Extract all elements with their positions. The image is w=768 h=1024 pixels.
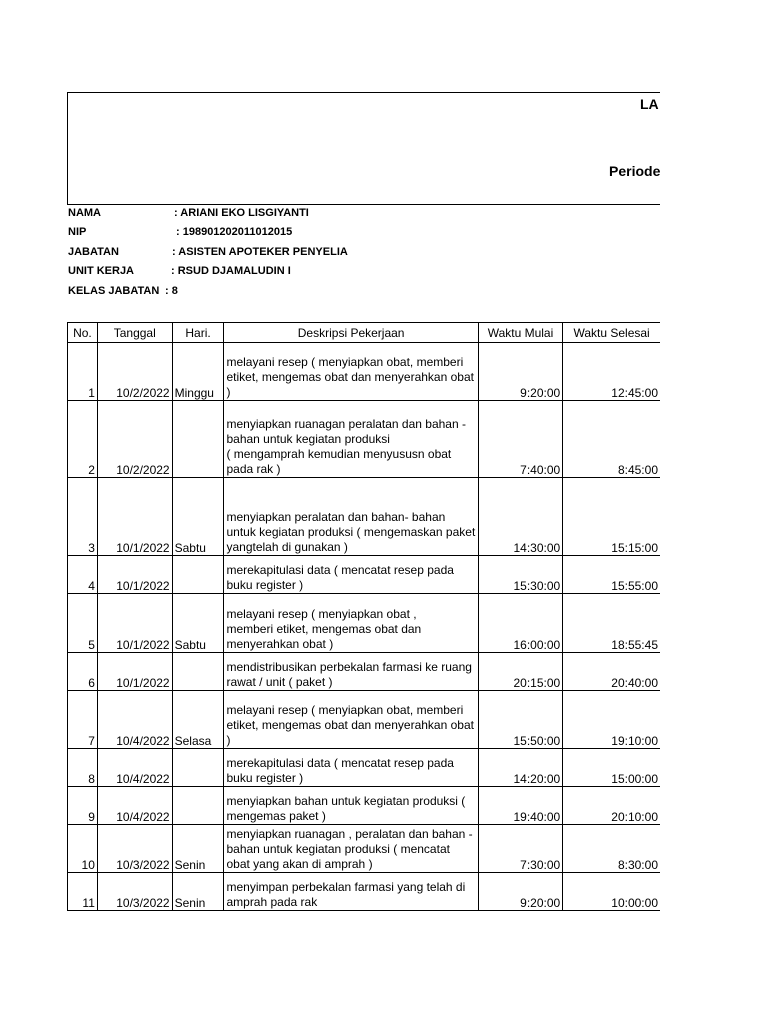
table-row: [68, 478, 661, 556]
cell-waktu-mulai: 14:30:00: [478, 478, 562, 556]
cell-deskripsi: menyiapkan ruanagan , peralatan dan bahan - bahan untuk kegiatan produksi ( mencatat obat yang akan di amprah ): [224, 825, 478, 873]
cell-waktu-mulai: 9:20:00: [478, 343, 562, 401]
cell-tanggal: 10/4/2022: [97, 749, 172, 787]
table-row: [68, 594, 661, 653]
report-period: Periode: [609, 163, 660, 179]
cell-tanggal: 10/1/2022: [97, 556, 172, 594]
col-header-hari: Hari.: [172, 323, 224, 343]
info-value: : ASISTEN APOTEKER PENYELIA: [172, 246, 348, 258]
cell-no: 7: [68, 691, 98, 749]
table-row: [68, 556, 661, 594]
cell-waktu-mulai: 15:50:00: [478, 691, 562, 749]
cell-hari: Senin: [172, 825, 224, 873]
cell-hari: [172, 556, 224, 594]
cell-no: 8: [68, 749, 98, 787]
cell-no: 9: [68, 787, 98, 825]
cell-hari: Sabtu: [172, 594, 224, 653]
cell-waktu-mulai: 15:30:00: [478, 556, 562, 594]
cell-tanggal: 10/3/2022: [97, 873, 172, 911]
cell-waktu-selesai: 8:45:00: [563, 401, 660, 478]
cell-waktu-selesai: 15:00:00: [563, 749, 660, 787]
cell-hari: Sabtu: [172, 478, 224, 556]
cell-waktu-mulai: 14:20:00: [478, 749, 562, 787]
cell-waktu-mulai: 16:00:00: [478, 594, 562, 653]
cell-deskripsi: melayani resep ( menyiapkan obat , memberi etiket, mengemas obat dan menyerahkan obat ): [224, 594, 478, 653]
cell-no: 10: [68, 825, 98, 873]
table-row: [68, 343, 661, 401]
cell-deskripsi: menyiapkan bahan untuk kegiatan produksi ( mengemas paket ): [224, 787, 478, 825]
col-header-tanggal: Tanggal: [97, 323, 172, 343]
cell-waktu-selesai: 20:40:00: [563, 653, 660, 691]
cell-deskripsi: menyiapkan peralatan dan bahan- bahan untuk kegiatan produksi ( mengemaskan paket yangtelah di gunakan ): [224, 478, 478, 556]
cell-tanggal: 10/4/2022: [97, 691, 172, 749]
cell-tanggal: 10/4/2022: [97, 787, 172, 825]
cell-waktu-selesai: 18:55:45: [563, 594, 660, 653]
col-header-waktu-mulai: Waktu Mulai: [478, 323, 562, 343]
table-row: [68, 787, 661, 825]
info-value: : RSUD DJAMALUDIN I: [171, 265, 291, 277]
cell-waktu-mulai: 7:30:00: [478, 825, 562, 873]
cell-waktu-mulai: 7:40:00: [478, 401, 562, 478]
col-header-deskripsi: Deskripsi Pekerjaan: [224, 323, 478, 343]
cell-deskripsi: merekapitulasi data ( mencatat resep pada buku register ): [224, 749, 478, 787]
cell-waktu-mulai: 9:20:00: [478, 873, 562, 911]
cell-no: 3: [68, 478, 98, 556]
info-label: KELAS JABATAN: [68, 285, 160, 297]
cell-hari: Selasa: [172, 691, 224, 749]
info-label: NAMA: [68, 207, 101, 219]
info-label: UNIT KERJA: [68, 265, 135, 277]
table-row: [68, 653, 661, 691]
cell-deskripsi: menyimpan perbekalan farmasi yang telah di amprah pada rak: [224, 873, 478, 911]
cell-waktu-mulai: 20:15:00: [478, 653, 562, 691]
col-header-no: No.: [68, 323, 98, 343]
cell-hari: [172, 787, 224, 825]
info-value: : 198901202011012015: [176, 226, 293, 238]
cell-waktu-selesai: 8:30:00: [563, 825, 660, 873]
table-row: [68, 873, 661, 911]
report-title: LA: [640, 96, 659, 112]
activity-table: [67, 322, 660, 911]
cell-waktu-selesai: 20:10:00: [563, 787, 660, 825]
title-frame: [67, 92, 660, 205]
cell-no: 4: [68, 556, 98, 594]
cell-no: 6: [68, 653, 98, 691]
table-row: [68, 749, 661, 787]
info-value: : ARIANI EKO LISGIYANTI: [174, 207, 309, 219]
cell-no: 2: [68, 401, 98, 478]
cell-tanggal: 10/1/2022: [97, 653, 172, 691]
cell-hari: Senin: [172, 873, 224, 911]
cell-deskripsi: melayani resep ( menyiapkan obat, memberi etiket, mengemas obat dan menyerahkan obat ): [224, 343, 478, 401]
cell-waktu-selesai: 10:00:00: [563, 873, 660, 911]
cell-hari: Minggu: [172, 343, 224, 401]
table-header-row: [68, 323, 661, 343]
col-header-waktu-selesai: Waktu Selesai: [563, 323, 660, 343]
cell-tanggal: 10/2/2022: [97, 401, 172, 478]
cell-waktu-mulai: 19:40:00: [478, 787, 562, 825]
cell-deskripsi: merekapitulasi data ( mencatat resep pada buku register ): [224, 556, 478, 594]
table-row: [68, 401, 661, 478]
info-label: JABATAN: [68, 246, 119, 258]
info-value: : 8: [165, 285, 178, 297]
cell-hari: [172, 401, 224, 478]
cell-deskripsi: melayani resep ( menyiapkan obat, memberi etiket, mengemas obat dan menyerahkan obat ): [224, 691, 478, 749]
cell-no: 1: [68, 343, 98, 401]
cell-waktu-selesai: 15:15:00: [563, 478, 660, 556]
cell-tanggal: 10/1/2022: [97, 478, 172, 556]
cell-deskripsi: mendistribusikan perbekalan farmasi ke ruang rawat / unit ( paket ): [224, 653, 478, 691]
table-row: [68, 825, 661, 873]
cell-tanggal: 10/3/2022: [97, 825, 172, 873]
cell-tanggal: 10/2/2022: [97, 343, 172, 401]
cell-waktu-selesai: 15:55:00: [563, 556, 660, 594]
cell-waktu-selesai: 19:10:00: [563, 691, 660, 749]
table-row: [68, 691, 661, 749]
cell-hari: [172, 653, 224, 691]
cell-waktu-selesai: 12:45:00: [563, 343, 660, 401]
info-label: NIP: [68, 226, 87, 238]
cell-no: 11: [68, 873, 98, 911]
cell-no: 5: [68, 594, 98, 653]
cell-hari: [172, 749, 224, 787]
cell-tanggal: 10/1/2022: [97, 594, 172, 653]
cell-deskripsi: menyiapkan ruanagan peralatan dan bahan - bahan untuk kegiatan produksi ( mengamprah kemudian menyususn obat pada rak ): [224, 401, 478, 478]
